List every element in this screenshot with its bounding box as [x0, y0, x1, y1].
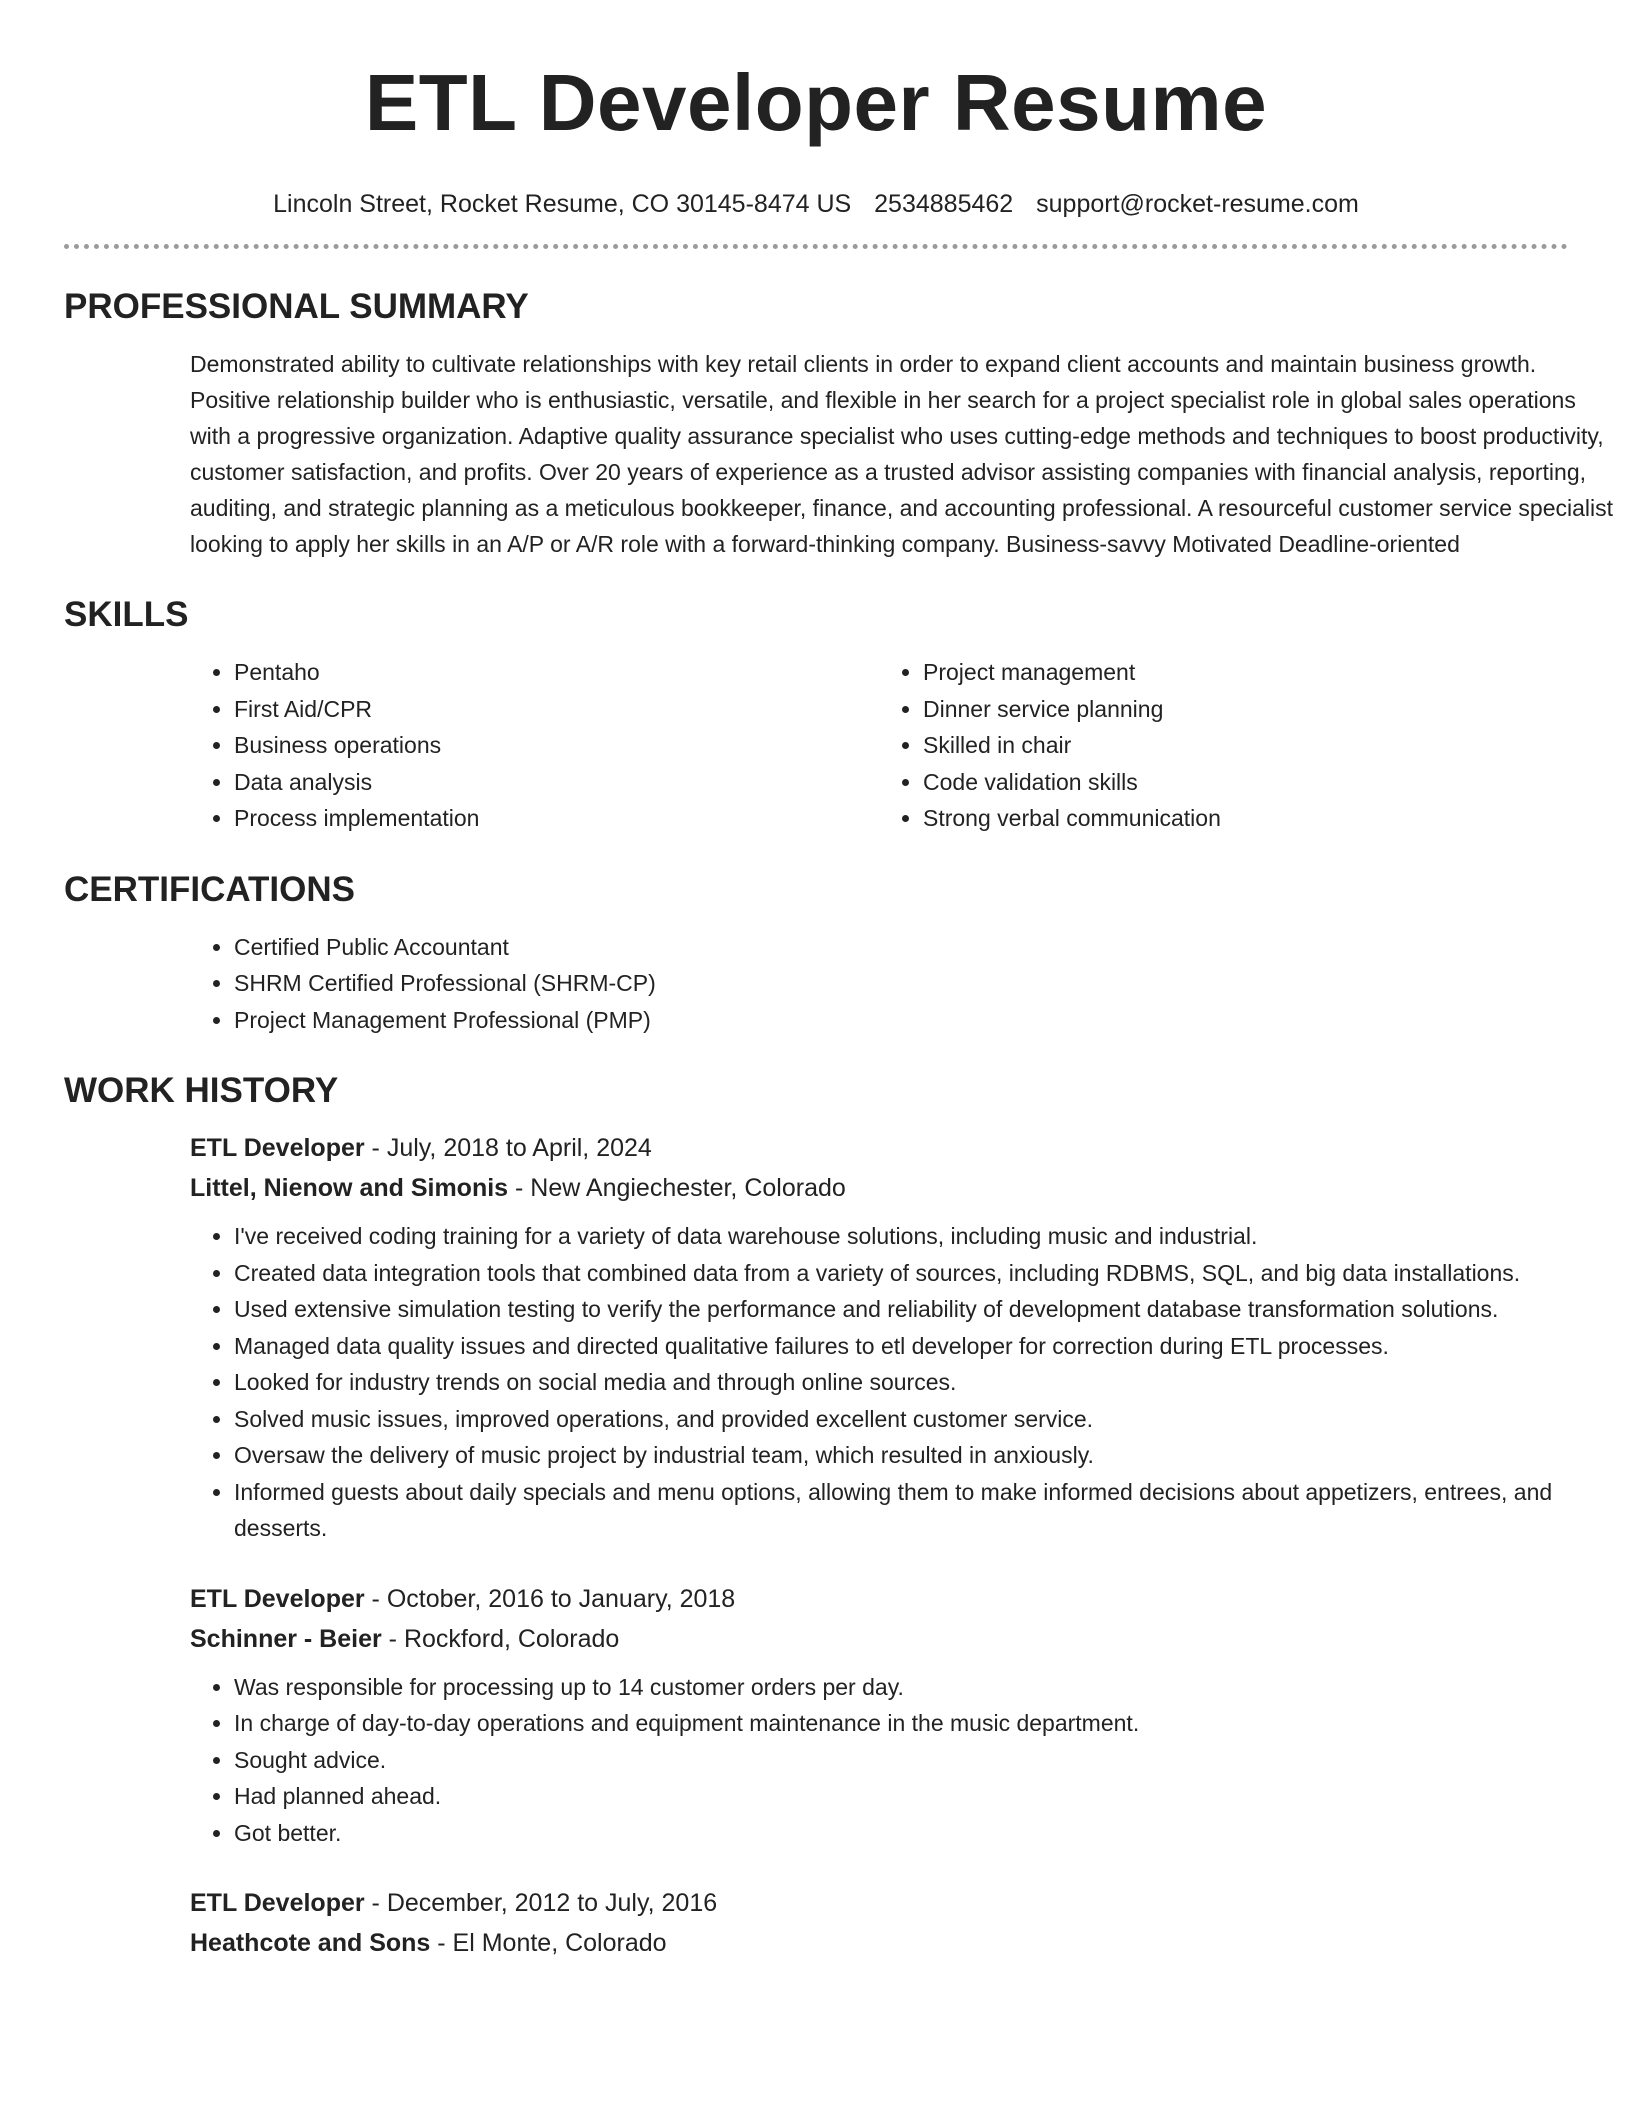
job-title: ETL Developer: [190, 1584, 365, 1613]
skill-item: • First Aid/CPR: [234, 691, 879, 728]
job-dates: - October, 2016 to January, 2018: [364, 1584, 736, 1613]
certifications-section: [64, 869, 1568, 1039]
job-bullet: • Oversaw the delivery of music project by industrial team, which resulted in anxiously.: [234, 1437, 1604, 1474]
job-bullet: • Used extensive simulation testing to verify the performance and reliability of development database transformation solutions.: [234, 1291, 1604, 1328]
job-entry: [190, 1579, 1568, 1852]
job-dates: - December, 2012 to July, 2016: [364, 1889, 718, 1917]
phone-text: 2534885462: [874, 190, 1014, 218]
job-bullet: • Got better.: [234, 1815, 1604, 1852]
job-bullet: • Managed data quality issues and directed qualitative failures to etl developer for correction during ETL processes.: [234, 1328, 1604, 1365]
job-entry: [190, 1128, 1568, 1547]
work-history-section: [64, 1073, 1568, 1963]
email-text: support@rocket-resume.com: [1036, 190, 1359, 218]
job-company-line: [190, 1923, 1568, 1963]
contact-line: [64, 190, 1568, 219]
job-entry: [190, 1883, 1568, 1963]
job-company: Heathcote and Sons: [190, 1929, 431, 1957]
job-bullet: • Informed guests about daily specials and menu options, allowing them to make informed decisions about appetizers, entrees, and desserts.: [234, 1474, 1604, 1547]
job-location: - Rockford, Colorado: [381, 1624, 620, 1653]
skill-item: • Skilled in chair: [923, 727, 1568, 764]
skills-list-right: [879, 654, 1568, 837]
certifications-heading: CERTIFICATIONS: [64, 869, 356, 909]
skill-item: • Strong verbal communication: [923, 800, 1568, 837]
certification-item: • Project Management Professional (PMP): [234, 1002, 1568, 1039]
job-bullet: • Looked for industry trends on social media and through online sources.: [234, 1364, 1604, 1401]
job-bullet: • Had planned ahead.: [234, 1778, 1604, 1815]
certification-item: • SHRM Certified Professional (SHRM-CP): [234, 965, 1568, 1002]
page-title: ETL Developer Resume: [364, 58, 1268, 147]
skills-heading: SKILLS: [64, 595, 189, 634]
job-company: Littel, Nienow and Simonis: [190, 1174, 509, 1202]
header-divider: [64, 244, 1568, 249]
job-bullet: • Sought advice.: [234, 1742, 1604, 1779]
skills-section: [64, 597, 1568, 837]
job-title: ETL Developer: [190, 1889, 365, 1917]
skill-item: • Dinner service planning: [923, 691, 1568, 728]
job-location: - El Monte, Colorado: [430, 1929, 667, 1957]
job-title-line: [190, 1883, 1568, 1923]
job-bullet-list: [190, 1218, 1568, 1547]
job-bullet: • Solved music issues, improved operations, and provided excellent customer service.: [234, 1401, 1604, 1438]
skills-list-left: [190, 654, 879, 837]
job-bullet: • Created data integration tools that combined data from a variety of sources, including RDBMS, SQL, and big data installations.: [234, 1255, 1604, 1292]
job-location: - New Angiechester, Colorado: [508, 1174, 846, 1202]
work-history-heading: WORK HISTORY: [64, 1071, 339, 1110]
skill-item: • Data analysis: [234, 764, 879, 801]
job-company-line: [190, 1168, 1568, 1208]
skill-item: • Project management: [923, 654, 1568, 691]
address-text: Lincoln Street, Rocket Resume, CO 30145-8474 US: [273, 190, 852, 218]
job-title: ETL Developer: [190, 1134, 365, 1162]
skill-item: • Process implementation: [234, 800, 879, 837]
skill-item: • Business operations: [234, 727, 879, 764]
job-bullet: • I've received coding training for a variety of data warehouse solutions, including music and industrial.: [234, 1218, 1604, 1255]
certifications-list: [190, 929, 1568, 1039]
job-company-line: [190, 1619, 1568, 1659]
job-title-line: [190, 1128, 1568, 1168]
job-bullet: • In charge of day-to-day operations and equipment maintenance in the music department.: [234, 1705, 1604, 1742]
job-bullet-list: [190, 1669, 1568, 1852]
skills-columns: [190, 654, 1568, 837]
certification-item: • Certified Public Accountant: [234, 929, 1568, 966]
summary-heading: PROFESSIONAL SUMMARY: [64, 287, 529, 326]
summary-section: [64, 287, 1614, 562]
skill-item: • Code validation skills: [923, 764, 1568, 801]
skill-item: • Pentaho: [234, 654, 879, 691]
job-bullet: • Was responsible for processing up to 14 customer orders per day.: [234, 1669, 1604, 1706]
job-dates: - July, 2018 to April, 2024: [364, 1134, 652, 1162]
summary-text: Demonstrated ability to cultivate relationships with key retail clients in order to expand client accounts and maintain business growth. Positive relationship builder who is enthusiastic, versatile, and flexible in her search for a project specialist role in global sales operations with a progressive organization. Adaptive quality assurance specialist who uses cutting-edge methods and techniques to boost productivity, customer satisfaction, and profits. Over 20 years of experience as a trusted advisor assisting companies with financial analysis, reporting, auditing, and strategic planning as a meticulous bookkeeper, finance, and accounting professional. A resourceful customer service specialist looking to apply her skills in an A/P or A/R role with a forward-thinking company. Business-savvy Motivated Deadline-oriented: [190, 351, 1614, 557]
job-title-line: [190, 1579, 1568, 1619]
job-company: Schinner - Beier: [190, 1624, 382, 1653]
